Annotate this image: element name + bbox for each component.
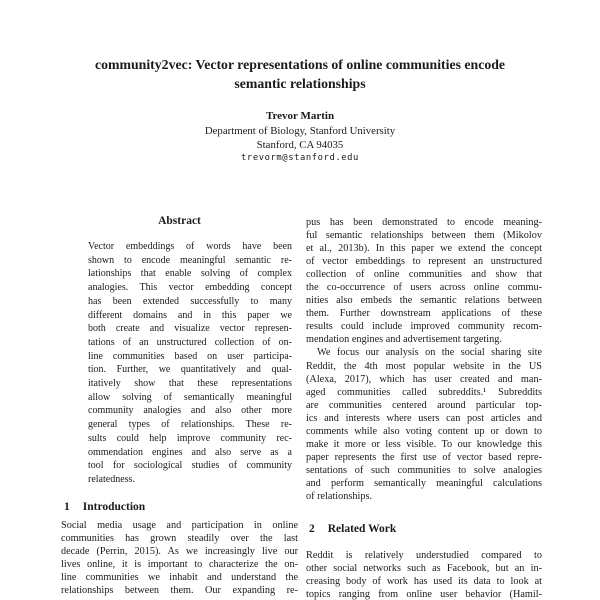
- text-line: comments while also voting content up or down to: [306, 425, 542, 437]
- text-line: relatedness.: [88, 473, 135, 485]
- text-line: community analogies and also other more: [88, 405, 292, 417]
- text-line: ics and interests where users can post articles and: [306, 412, 542, 424]
- text-line: Vector embeddings of words have been: [88, 241, 292, 252]
- text-line: ommendation engines and also serve as a: [88, 446, 292, 458]
- paper-title: [0, 56, 600, 93]
- text-line: decade (Perrin, 2015). As we increasingly live our: [61, 546, 298, 558]
- section-1-heading: [64, 501, 145, 513]
- text-line: lives online, it is important to characterize the on-: [61, 559, 298, 571]
- text-line: line communities based on user participa-: [88, 350, 292, 362]
- text-line: paper represents the first use of vector based repre-: [306, 451, 542, 463]
- text-line: shown to encode meaningful semantic re-: [88, 254, 292, 266]
- reddit-focus-paragraph: [306, 346, 542, 503]
- text-line: sults could help improve community rec-: [88, 432, 292, 444]
- text-line: general types of relationships. These re-: [88, 419, 292, 431]
- text-line: sentations of such communities to solve analogies: [306, 464, 542, 476]
- text-line: tations of an unstructured collection of on-: [88, 336, 292, 348]
- text-line: and perform semantically meaningful calculations: [306, 477, 542, 489]
- abstract-heading: Abstract: [158, 215, 201, 227]
- text-line: the co-occurrence of users across online commu-: [306, 282, 542, 294]
- text-line: make it more or less visible. To our knowledge this: [306, 438, 542, 450]
- section-1-title: Introduction: [82, 501, 146, 513]
- text-line: creasing body of work has used its data to look at: [306, 576, 542, 588]
- text-line: line communities we inhabit and understand the: [61, 572, 298, 584]
- text-line: them. Further downstream applications of these: [306, 308, 542, 320]
- text-line: both create and visualize vector represen-: [88, 323, 292, 335]
- text-line: communities has grown steadily over the last: [61, 533, 298, 545]
- text-line: aged communities called subreddits.¹ Subreddits: [306, 386, 542, 398]
- text-line: allow solving of semantically meaningful: [88, 391, 292, 403]
- text-line: are communities centered around particular top-: [306, 399, 542, 411]
- author-email: trevorm@stanford.edu: [241, 153, 359, 163]
- section-2-title: Related Work: [327, 523, 397, 535]
- text-line: Reddit, the 4th most popular website in the US: [306, 360, 542, 372]
- text-line: results could include improved community recom-: [306, 321, 542, 333]
- text-line: Reddit is relatively understudied compared to: [306, 550, 542, 561]
- text-line: (Alexa, 2017), which has user created and man-: [306, 373, 542, 385]
- abstract-text: [88, 240, 292, 487]
- text-line: lationships that enable solving of complex: [88, 268, 292, 280]
- text-line: analogies. This vector embedding concept: [88, 282, 292, 294]
- text-line: relationships between them. Our expanding re-: [61, 585, 298, 597]
- text-line: Social media usage and participation in online: [61, 520, 298, 531]
- author-affiliation: Department of Biology, Stanford University: [204, 124, 396, 137]
- author-address: Stanford, CA 94035: [256, 138, 344, 151]
- text-line: topics ranging from online user behavior (Hamil-: [306, 589, 542, 600]
- introduction-text: [61, 519, 298, 597]
- text-line: pus has been demonstrated to encode meaning-: [306, 217, 542, 228]
- section-2-number: 2: [309, 523, 315, 535]
- paper-title-line-2: semantic relationships: [234, 75, 366, 91]
- text-line: tion. Further, we quantitatively and qual-: [88, 364, 292, 376]
- text-line: different domains and in this paper we: [88, 309, 292, 321]
- text-line: ful semantic relationships between them (Mikolov: [306, 230, 542, 242]
- text-line: nities also embeds the semantic relations between: [306, 295, 542, 307]
- section-1-number: 1: [64, 501, 70, 513]
- text-line: We focus our analysis on the social sharing site: [317, 347, 542, 359]
- text-line: mendation engines and advertisement targeting.: [306, 334, 502, 346]
- text-line: itatively show that these representations: [88, 378, 292, 390]
- text-line: of vector embeddings to represent an unstructured: [306, 256, 542, 268]
- text-line: collection of online communities and show that: [306, 269, 542, 281]
- paper-title-line-1: community2vec: Vector representations of online communities encode: [94, 57, 506, 72]
- author-name: Trevor Martin: [265, 110, 335, 122]
- right-column-text: [306, 216, 542, 503]
- text-line: has been extended successfully to many: [88, 295, 292, 307]
- related-work-text: [306, 549, 542, 600]
- section-2-heading: [309, 523, 396, 535]
- text-line: tool for sociological studies of community: [88, 460, 292, 472]
- text-line: other social networks such as Facebook, but an in-: [306, 563, 542, 575]
- text-line: et al., 2013b). In this paper we extend the concept: [306, 243, 542, 255]
- text-line: of relationships.: [306, 490, 373, 502]
- continuation-paragraph: [306, 216, 542, 346]
